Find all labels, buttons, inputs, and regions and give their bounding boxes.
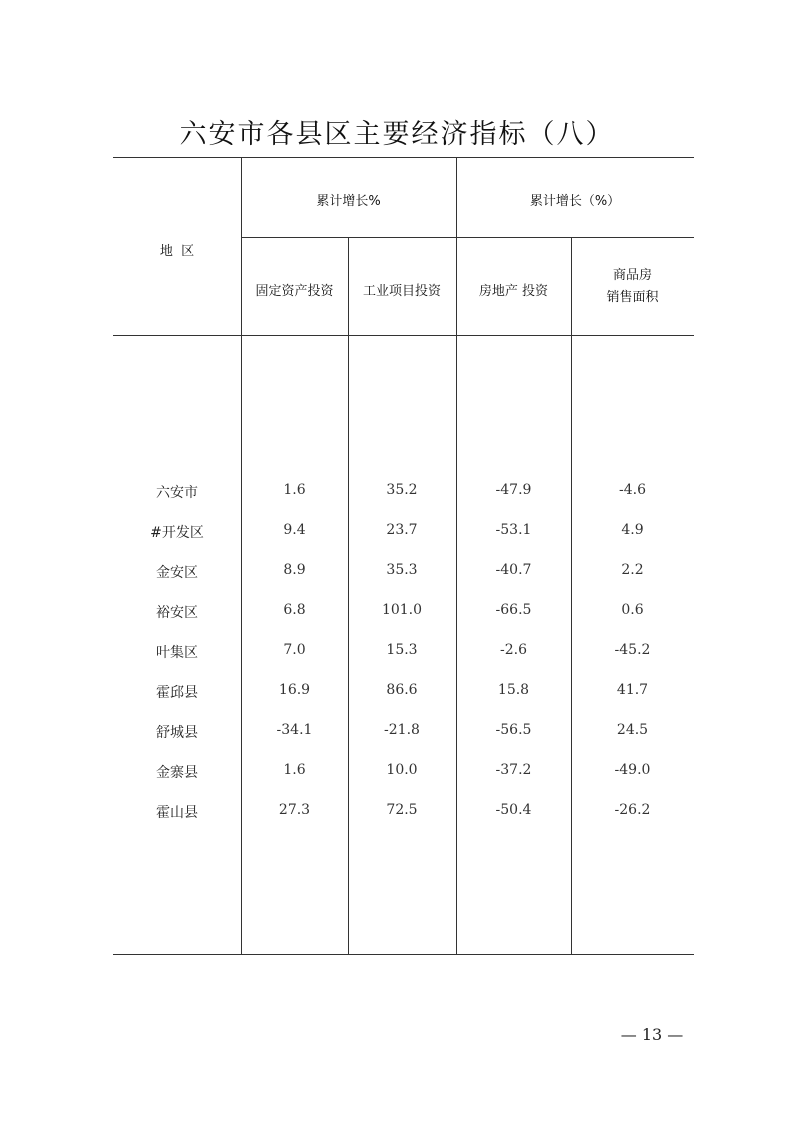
table-row-region: 霍邱县 [156,685,198,701]
table-cell: -50.4 [495,802,532,818]
table-cell: -37.2 [495,762,532,778]
table-row-region: 六安市 [156,485,198,501]
table-cell: 101.0 [381,602,423,618]
table-row-region: 裕安区 [156,605,198,621]
table-row-region: 舒城县 [156,725,198,741]
table-cell: -21.8 [384,722,420,738]
col-header-fixed-asset: 固定资产投资 [255,284,334,299]
table-cell: 35.3 [386,562,418,578]
table-cell: 24.5 [616,722,649,738]
table-cell: 23.7 [386,522,418,538]
group-header-2: 累计增长（%） [529,194,621,209]
table-cell: 86.6 [386,682,418,698]
table-cell: 0.6 [621,602,644,618]
table-cell: 27.3 [278,802,311,818]
table-cell: 41.7 [616,682,649,698]
table-cell: 9.4 [283,522,306,538]
table-row-region: 金安区 [156,565,198,581]
table-cell: 4.9 [621,522,644,538]
page-title: 六安市各县区主要经济指标（八） [179,119,615,150]
table-cell: 15.3 [386,642,418,658]
table-cell: -56.5 [495,722,532,738]
region-header: 地 区 [159,244,195,259]
table-cell: -40.7 [495,562,532,578]
table-cell: 1.6 [283,762,306,778]
col-header-industrial: 工业项目投资 [362,284,441,299]
table-cell: 10.0 [386,762,418,778]
table-cell: 35.2 [386,482,418,498]
table-cell: -66.5 [495,602,532,618]
table-cell: 15.8 [497,682,530,698]
table-cell: -34.1 [276,722,313,738]
table-row-region: #开发区 [150,525,204,541]
col-header-housing-sales-line2: 销售面积 [606,290,659,305]
table-row-region: 霍山县 [156,805,198,821]
table-cell: -26.2 [614,802,651,818]
table-cell: 72.5 [386,802,418,818]
table-cell: 7.0 [283,642,306,658]
table-cell: 8.9 [283,562,306,578]
table-cell: -2.6 [500,642,527,658]
col-header-housing-sales [571,265,694,309]
table-cell: 16.9 [278,682,311,698]
table-cell: -47.9 [495,482,532,498]
table-row-region: 金寨县 [156,765,198,781]
page-number: — 13 — [620,1025,684,1044]
table-cell: 1.6 [283,482,306,498]
table-cell: 6.8 [283,602,306,618]
table-cell: 2.2 [621,562,644,578]
table-cell: -53.1 [495,522,532,538]
table-row-region: 叶集区 [156,645,198,661]
col-header-housing-sales-line1: 商品房 [612,268,652,283]
table-cell: -4.6 [619,482,646,498]
col-header-real-estate: 房地产 投资 [478,284,549,299]
table-cell: -49.0 [614,762,651,778]
group-header-1: 累计增长% [316,194,381,209]
table-cell: -45.2 [614,642,651,658]
